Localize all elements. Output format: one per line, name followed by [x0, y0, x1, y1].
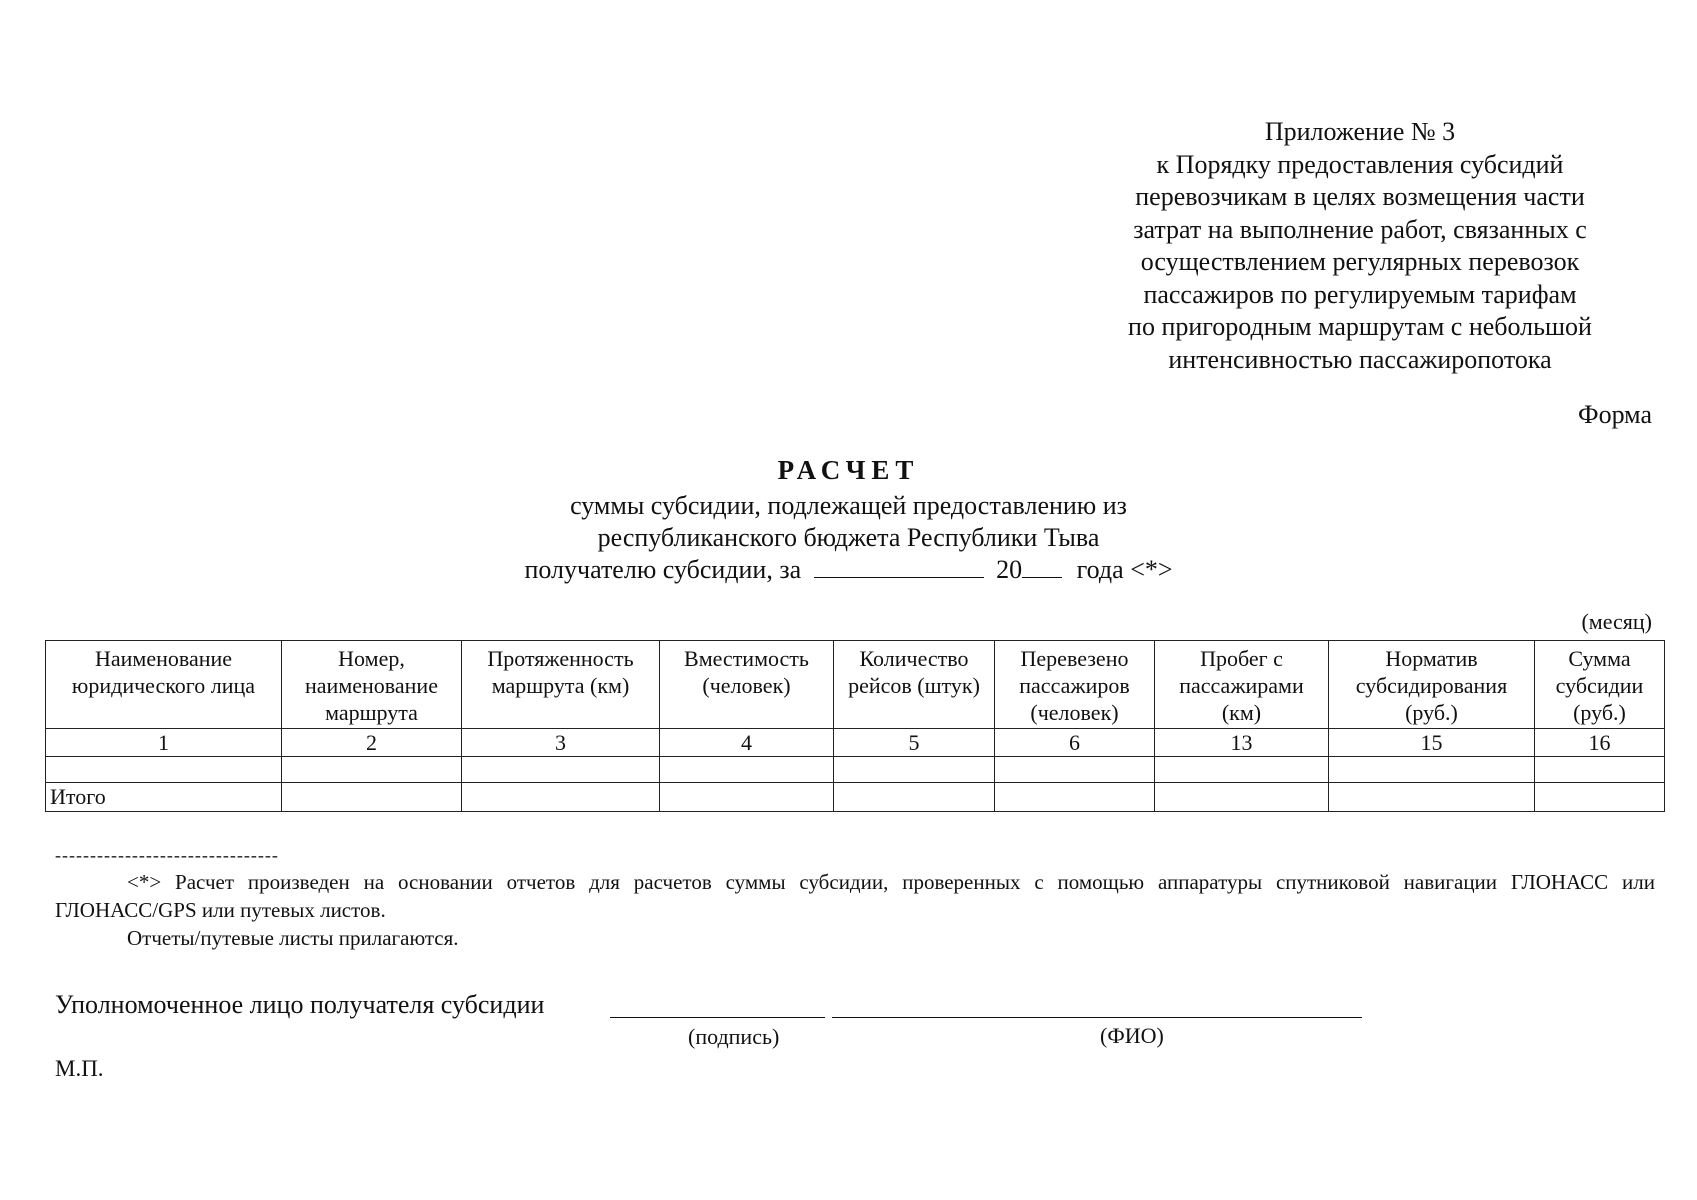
table-row: [46, 757, 1665, 783]
table-header-row: [46, 641, 1665, 729]
appendix-header: [1080, 116, 1640, 376]
table-cell[interactable]: [834, 783, 995, 812]
table-cell[interactable]: [282, 783, 462, 812]
table-header-cell: Перевезено пассажиров (человек): [995, 641, 1155, 729]
table-cell[interactable]: [1155, 783, 1329, 812]
appendix-line: интенсивностью пассажиропотока: [1168, 344, 1552, 374]
appendix-line: перевозчикам в целях возмещения части: [1135, 182, 1585, 211]
year-blank-field[interactable]: [1022, 555, 1062, 578]
column-number-cell: 4: [660, 729, 834, 757]
column-number-cell: 6: [995, 729, 1155, 757]
document-subtitle: [0, 490, 1697, 586]
table-cell[interactable]: [46, 757, 282, 783]
table-header-cell: Протяженность маршрута (км): [462, 641, 660, 729]
table-cell[interactable]: [282, 757, 462, 783]
column-number-cell: 3: [462, 729, 660, 757]
table-header-cell: Пробег с пассажирами (км): [1155, 641, 1329, 729]
column-number-cell: 15: [1329, 729, 1535, 757]
column-number-cell: 13: [1155, 729, 1329, 757]
calculation-table: [45, 640, 1665, 812]
subtitle-year: 20: [996, 555, 1023, 584]
subtitle-prefix: получателю субсидии, за: [524, 555, 802, 584]
column-number-cell: 16: [1535, 729, 1665, 757]
table-cell[interactable]: [1535, 757, 1665, 783]
footnote-text: <*> Расчет произведен на основании отчетов для расчетов суммы субсидии, проверенных с помощью аппаратуры спутниковой навигации ГЛОНАСС или ГЛОНАСС/GPS или путевых листов.: [55, 870, 1655, 922]
full-name-caption: (ФИО): [1100, 1023, 1164, 1048]
appendix-line: пассажиров по регулируемым тарифам: [1143, 279, 1577, 309]
subtitle-line-3: [0, 554, 1697, 586]
signature-field[interactable]: [610, 1017, 825, 1018]
subtitle-line-2: республиканского бюджета Республики Тыва: [597, 523, 1100, 552]
table-cell[interactable]: [1329, 783, 1535, 812]
footnote-separator: --------------------------------: [55, 845, 279, 865]
appendix-line: Приложение № 3: [1264, 117, 1456, 146]
month-blank-field[interactable]: [814, 555, 984, 578]
table-header-cell: Норматив субсидирования (руб.): [1329, 641, 1535, 729]
document-title: РАСЧЕТ: [777, 455, 920, 485]
table-row: [46, 729, 1665, 757]
footnote: [55, 868, 1655, 952]
subtitle-suffix: года <*>: [1076, 555, 1173, 584]
subtitle-line-1: суммы субсидии, подлежащей предоставлению из: [570, 491, 1127, 520]
table-header-cell: Вместимость (человек): [660, 641, 834, 729]
table-header-cell: Наименование юридического лица: [46, 641, 282, 729]
table-cell[interactable]: [995, 783, 1155, 812]
full-name-field[interactable]: [832, 1017, 1362, 1018]
table-cell[interactable]: [1535, 783, 1665, 812]
table-header-cell: Номер, наименование маршрута: [282, 641, 462, 729]
table-header-cell: Количество рейсов (штук): [834, 641, 995, 729]
table-cell[interactable]: [462, 757, 660, 783]
footnote-attachments: Отчеты/путевые листы прилагаются.: [127, 926, 459, 950]
table-cell[interactable]: [660, 757, 834, 783]
table-cell[interactable]: [660, 783, 834, 812]
form-label: Форма: [1578, 400, 1652, 429]
month-note: (месяц): [1581, 609, 1652, 634]
signature-caption: (подпись): [688, 1024, 780, 1049]
column-number-cell: 5: [834, 729, 995, 757]
appendix-line: к Порядку предоставления субсидий: [1156, 149, 1564, 179]
table-cell[interactable]: [995, 757, 1155, 783]
table-cell[interactable]: [462, 783, 660, 812]
appendix-line: затрат на выполнение работ, связанных с: [1133, 214, 1587, 244]
table-total-row: [46, 783, 1665, 812]
column-number-cell: 1: [46, 729, 282, 757]
table-cell[interactable]: [1329, 757, 1535, 783]
appendix-line: по пригородным маршрутам с небольшой: [1128, 312, 1592, 341]
stamp-label: М.П.: [55, 1056, 104, 1081]
table-cell[interactable]: [834, 757, 995, 783]
appendix-line: осуществлением регулярных перевозок: [1140, 247, 1580, 276]
table-header-cell: Сумма субсидии (руб.): [1535, 641, 1665, 729]
total-label: Итого: [46, 783, 282, 812]
column-number-cell: 2: [282, 729, 462, 757]
signature-label: Уполномоченное лицо получателя субсидии: [55, 990, 545, 1019]
table-cell[interactable]: [1155, 757, 1329, 783]
